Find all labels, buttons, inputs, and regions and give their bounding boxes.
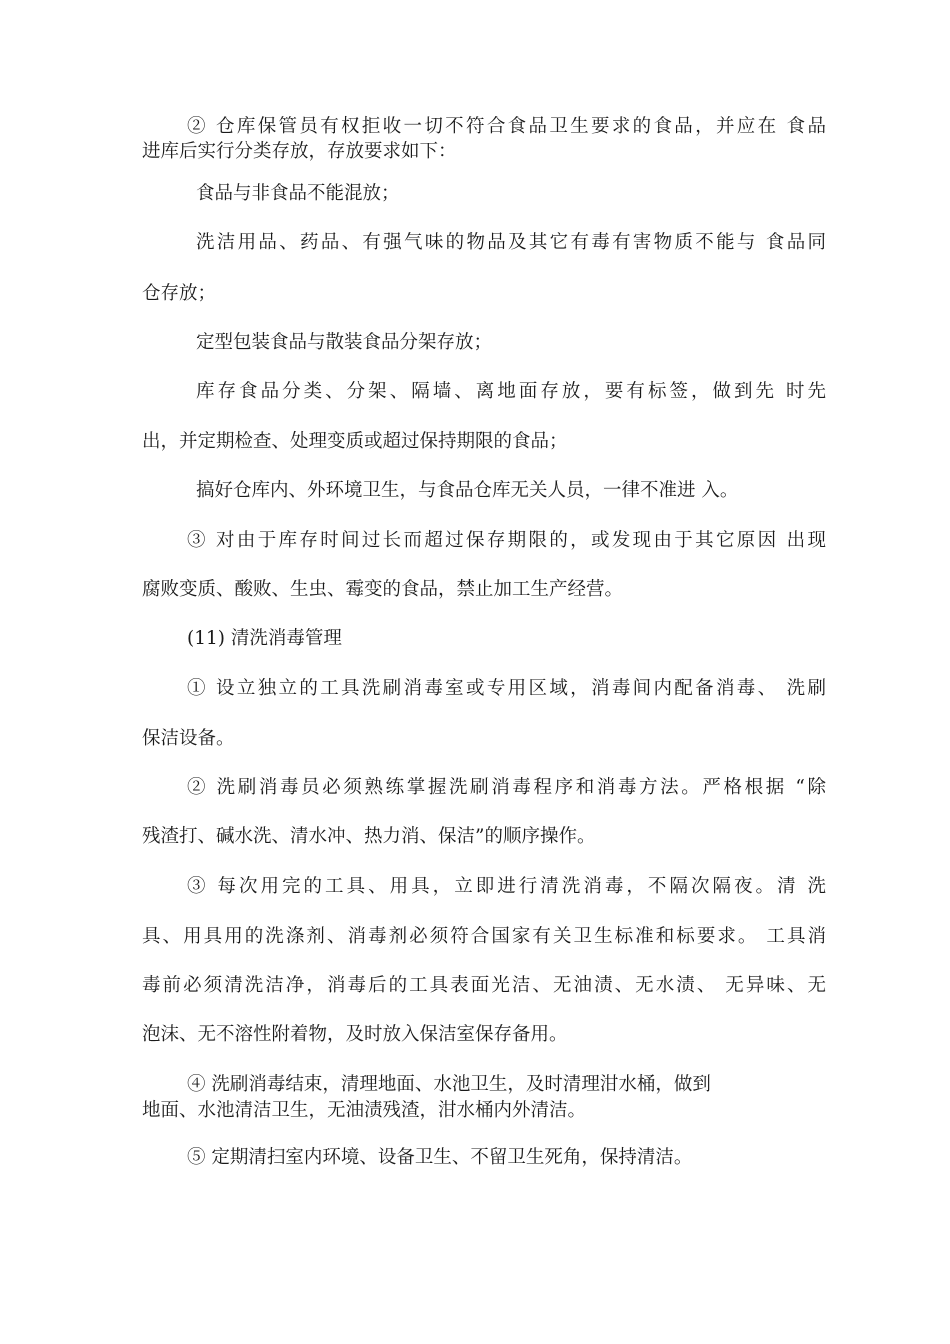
text-line: ③ 对由于库存时间过长而超过保存期限的，或发现由于其它原因 出现 [187, 530, 826, 551]
text-line: 残渣打、碱水洗、清水冲、热力消、保洁”的顺序操作。 [142, 826, 596, 847]
text-line: 毒前必须清洗洁净，消毒后的工具表面光洁、无油渍、无水渍、 无异味、无 [142, 975, 826, 996]
text-line: 洗洁用品、药品、有强气味的物品及其它有毒有害物质不能与 食品同 [196, 232, 826, 253]
text-line: ② 洗刷消毒员必须熟练掌握洗刷消毒程序和消毒方法。严格根据 “除 [187, 777, 826, 798]
text-line: 泡沫、无不溶性附着物，及时放入保洁室保存备用。 [142, 1024, 568, 1045]
text-line: 食品与非食品不能混放； [196, 183, 400, 204]
text-line: 进库后实行分类存放，存放要求如下： [142, 141, 457, 162]
section-heading: (11) 清洗消毒管理 [187, 628, 342, 649]
text-line: 腐败变质、酸败、生虫、霉变的食品，禁止加工生产经营。 [142, 579, 624, 600]
text-line: 库存食品分类、分架、隔墙、离地面存放，要有标签，做到先 时先 [196, 381, 826, 402]
text-line: ⑤ 定期清扫室内环境、设备卫生、不留卫生死角，保持清洁。 [187, 1147, 693, 1168]
text-line: 地面、水池清洁卫生，无油渍残渣，泔水桶内外清洁。 [142, 1100, 587, 1121]
text-line: 具、用具用的洗涤剂、消毒剂必须符合国家有关卫生标准和标要求。 工具消 [142, 926, 826, 947]
text-line: ② 仓库保管员有权拒收一切不符合食品卫生要求的食品，并应在 食品 [187, 116, 826, 137]
text-line: ④ 洗刷消毒结束，清理地面、水池卫生，及时清理泔水桶，做到 [187, 1074, 711, 1095]
text-line: 保洁设备。 [142, 728, 235, 749]
text-line: 定型包装食品与散装食品分架存放； [196, 332, 493, 353]
text-line: 搞好仓库内、外环境卫生，与食品仓库无关人员，一律不准进 入。 [196, 480, 739, 501]
text-line: 仓存放； [142, 283, 217, 304]
text-line: 出，并定期检查、处理变质或超过保持期限的食品； [142, 431, 568, 452]
text-line: ③ 每次用完的工具、用具，立即进行清洗消毒，不隔次隔夜。清 洗 [187, 876, 826, 897]
text-line: ① 设立独立的工具洗刷消毒室或专用区域，消毒间内配备消毒、 洗刷 [187, 678, 826, 699]
